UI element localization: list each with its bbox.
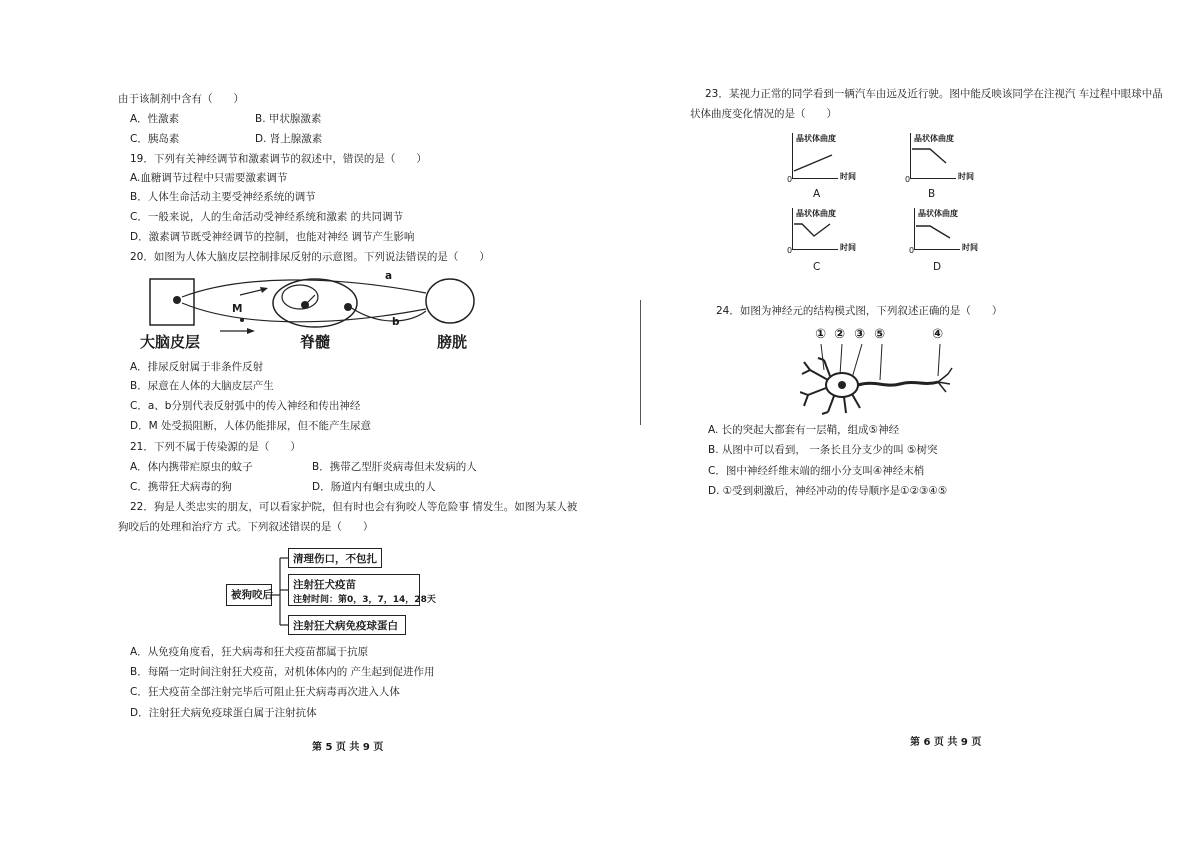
graph-c-ylabel: 晶状体曲度 — [796, 209, 836, 218]
neuron-label-4: ④ — [932, 327, 944, 342]
graph-a-curve — [794, 155, 832, 171]
q19-stem: 19．下列有关神经调节和激素调节的叙述中，错误的是（ ） — [130, 153, 427, 165]
q20-stem: 20．如图为人体大脑皮层控制排尿反射的示意图。下列说法错误的是（ ） — [130, 251, 490, 263]
graph-d-origin: 0 — [909, 246, 915, 255]
graph-b-curve — [912, 149, 946, 163]
graph-a-letter: A — [813, 188, 821, 200]
cortex-box — [150, 279, 194, 325]
graph-a-ylabel: 晶状体曲度 — [796, 134, 836, 143]
q24-option-a: A. 长的突起大都套有一层鞘，组成⑤神经 — [708, 424, 900, 436]
q21-option-c: C．携带狂犬病毒的狗 — [130, 481, 232, 493]
q18-option-c: C．胰岛素 — [130, 133, 180, 145]
q23-stem-line2: 状体曲度变化情况的是（ ） — [690, 108, 837, 120]
graph-c-xlabel: 时间 — [840, 243, 856, 252]
graph-b — [905, 133, 974, 184]
diagram-label-m: M — [232, 303, 243, 315]
graph-d — [909, 208, 978, 255]
q22-option-d: D．注射狂犬病免疫球蛋白属于注射抗体 — [130, 707, 317, 719]
q20-option-a: A．排尿反射属于非条件反射 — [130, 361, 264, 373]
q20-option-c: C．a、b分别代表反射弧中的传入神经和传出神经 — [130, 400, 361, 412]
q24-option-b: B. 从图中可以看到， 一条长且分支少的叫 ⑤树突 — [708, 444, 938, 456]
q22-option-a: A．从免疫角度看，狂犬病毒和狂犬疫苗都属于抗原 — [130, 646, 369, 658]
flow-root-box: 被狗咬后 — [226, 584, 272, 606]
graph-b-ylabel: 晶状体曲度 — [914, 134, 954, 143]
q21-option-b: B．携带乙型肝炎病毒但未发病的人 — [312, 461, 477, 473]
q21-option-d: D．肠道内有蛔虫成虫的人 — [312, 481, 436, 493]
diagram-label-bladder: 膀胱 — [437, 333, 468, 351]
q18-option-b: B. 甲状腺激素 — [255, 113, 322, 125]
graph-c-origin: 0 — [787, 246, 793, 255]
graph-a-xlabel: 时间 — [840, 172, 856, 181]
q22-stem-line1: 22．狗是人类忠实的朋友，可以看家护院，但有时也会有狗咬人等危险事 情发生。如图为某人被 — [130, 501, 578, 513]
diagram-label-spinal: 脊髓 — [300, 333, 331, 351]
reflex-diagram — [140, 265, 480, 340]
graph-a — [787, 133, 856, 184]
graph-d-curve — [916, 226, 950, 238]
graph-d-ylabel: 晶状体曲度 — [918, 209, 958, 218]
q18-tail: 由于该制剂中含有（ ） — [118, 93, 244, 105]
diagram-label-cortex: 大脑皮层 — [140, 333, 201, 351]
q18-option-d: D. 肾上腺激素 — [255, 133, 323, 145]
graph-d-letter: D — [933, 261, 942, 273]
q18-option-a: A．性激素 — [130, 113, 180, 125]
q24-option-c: C．图中神经纤维末端的细小分支叫④神经末梢 — [708, 465, 925, 477]
graph-c-letter: C — [813, 261, 821, 273]
flow-branch-2-sub: 注射时间：第0，3，7，14，28天 — [293, 595, 436, 605]
graph-b-letter: B — [928, 188, 936, 200]
neuron-label-5: ⑤ — [874, 327, 886, 342]
page-footer-right: 第 6 页 共 9 页 — [910, 737, 982, 748]
q22-option-b: B．每隔一定时间注射狂犬疫苗，对机体体内的 产生起到促进作用 — [130, 666, 435, 678]
bladder-oval — [426, 279, 474, 323]
flow-branch-2-title: 注射狂犬疫苗 — [293, 579, 356, 591]
flow-branch-2 — [288, 574, 436, 606]
graph-b-origin: 0 — [905, 175, 911, 184]
neuron-label-1: ① — [815, 327, 827, 342]
q19-option-d: D．激素调节既受神经调节的控制，也能对神经 调节产生影响 — [130, 231, 415, 243]
q19-option-b: B．人体生命活动主要受神经系统的调节 — [130, 191, 316, 203]
q19-option-c: C．一般来说，人的生命活动受神经系统和激素 的共同调节 — [130, 211, 404, 223]
q22-stem-line2: 狗咬后的处理和治疗方 式。下列叙述错误的是（ ） — [118, 521, 374, 533]
graph-d-xlabel: 时间 — [962, 243, 978, 252]
q22-option-c: C．狂犬疫苗全部注射完毕后可阻止狂犬病毒再次进入人体 — [130, 686, 400, 698]
graph-c-curve — [794, 224, 830, 236]
q21-stem: 21．下列不属于传染源的是（ ） — [130, 441, 301, 453]
graph-b-xlabel: 时间 — [958, 172, 974, 181]
q19-option-a: A.血糖调节过程中只需要激素调节 — [130, 172, 288, 184]
graph-a-origin: 0 — [787, 175, 793, 184]
diagram-label-b: b — [392, 316, 400, 328]
q20-option-b: B．尿意在人体的大脑皮层产生 — [130, 380, 274, 392]
page-footer-left: 第 5 页 共 9 页 — [312, 742, 384, 753]
diagram-label-a: a — [385, 270, 393, 282]
q24-option-d: D. ①受到刺激后，神经冲动的传导顺序是①②③④⑤ — [708, 485, 948, 497]
flow-branch-1: 清理伤口，不包扎 — [288, 548, 382, 568]
graph-c — [787, 208, 856, 255]
neuron-label-2: ② — [834, 327, 846, 342]
flow-branch-3: 注射狂犬病免疫球蛋白 — [288, 615, 406, 635]
page-divider — [640, 300, 641, 425]
q23-stem-line1: 23．某视力正常的同学看到一辆汽车由远及近行驶。图中能反映该同学在注视汽 车过程中眼球中晶 — [705, 88, 1163, 100]
neuron-label-3: ③ — [854, 327, 866, 342]
q21-option-a: A．体内携带疟原虫的蚊子 — [130, 461, 253, 473]
q20-option-d: D．M 处受损阻断，人体仍能排尿，但不能产生尿意 — [130, 420, 371, 432]
q24-stem: 24．如图为神经元的结构模式图，下列叙述正确的是（ ） — [716, 305, 1003, 317]
neuron-diagram — [800, 340, 960, 415]
